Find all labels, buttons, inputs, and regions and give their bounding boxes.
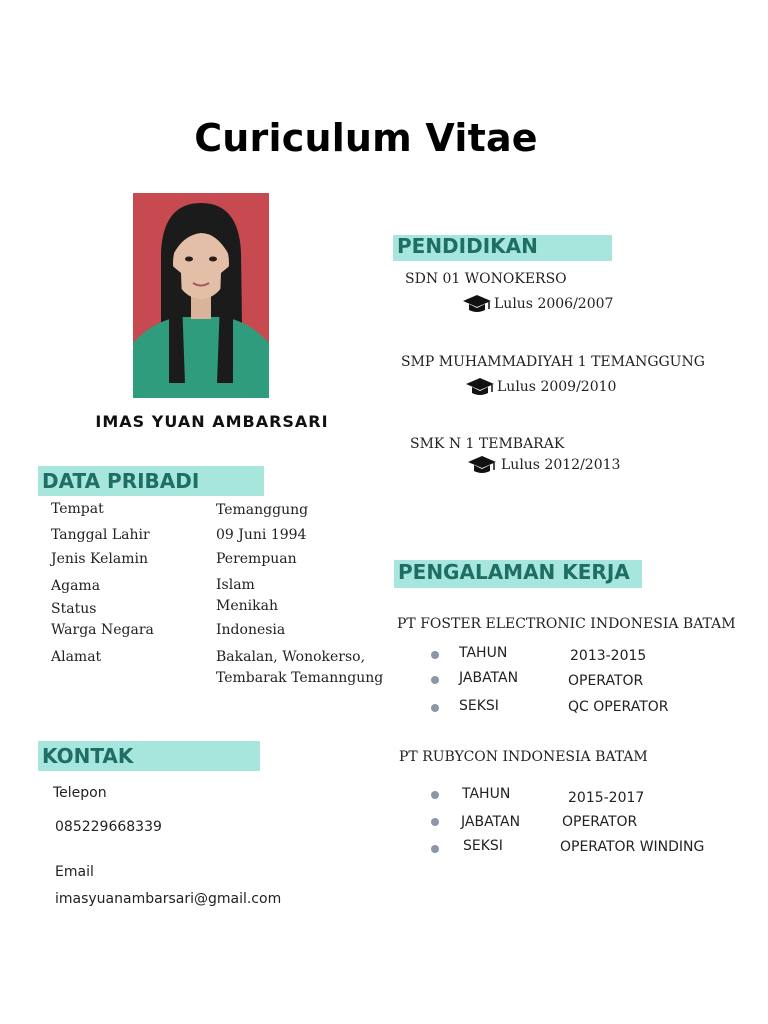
email-address: imasyuanambarsari@gmail.com [55, 891, 282, 907]
bullet-dot [431, 676, 439, 684]
company-name: PT RUBYCON INDONESIA BATAM [399, 749, 648, 765]
job-label-seksi: SEKSI [459, 698, 499, 714]
graduation-cap-icon [467, 454, 497, 476]
job-label-jabatan: JABATAN [461, 814, 521, 830]
section-heading-pendidikan: PENDIDIKAN [393, 235, 612, 261]
graduation-cap-icon [465, 376, 495, 398]
label-status: Status [51, 601, 97, 617]
job-value-seksi: OPERATOR WINDING [560, 839, 705, 855]
label-email: Email [55, 864, 94, 880]
bullet-dot [431, 704, 439, 712]
job-label-tahun: TAHUN [459, 645, 508, 661]
job-value-tahun: 2013-2015 [570, 648, 647, 664]
label-warga-negara: Warga Negara [51, 622, 154, 638]
portrait-image [133, 193, 269, 398]
label-alamat: Alamat [51, 649, 102, 665]
phone-number: 085229668339 [55, 819, 162, 835]
label-telepon: Telepon [53, 785, 107, 801]
graduation-year: Lulus 2012/2013 [501, 457, 621, 473]
job-value-jabatan: OPERATOR [562, 814, 638, 830]
section-heading-data-pribadi: DATA PRIBADI [38, 466, 264, 496]
bullet-dot [431, 791, 439, 799]
company-name: PT FOSTER ELECTRONIC INDONESIA BATAM [397, 616, 736, 632]
section-heading-pengalaman-kerja: PENGALAMAN KERJA [394, 560, 642, 588]
job-label-tahun: TAHUN [462, 786, 511, 802]
job-label-seksi: SEKSI [463, 838, 503, 854]
label-tempat: Tempat [51, 501, 104, 517]
value-status: Menikah [216, 598, 278, 614]
value-agama: Islam [216, 577, 255, 593]
value-tanggal-lahir: 09 Juni 1994 [216, 527, 307, 543]
school-name: SDN 01 WONOKERSO [405, 271, 567, 287]
school-name: SMP MUHAMMADIYAH 1 TEMANGGUNG [401, 354, 705, 370]
value-jenis-kelamin: Perempuan [216, 551, 297, 567]
bullet-dot [431, 845, 439, 853]
graduation-cap-icon [462, 293, 492, 315]
label-agama: Agama [51, 578, 101, 594]
value-warga-negara: Indonesia [216, 622, 286, 638]
job-value-jabatan: OPERATOR [568, 673, 644, 689]
bullet-dot [431, 818, 439, 826]
graduation-year: Lulus 2009/2010 [497, 379, 617, 395]
value-tempat: Temanggung [216, 502, 309, 518]
graduation-year: Lulus 2006/2007 [494, 296, 614, 312]
page-title: Curiculum Vitae [194, 116, 538, 160]
section-heading-kontak: KONTAK [38, 741, 260, 771]
full-name: IMAS YUAN AMBARSARI [95, 412, 329, 431]
label-jenis-kelamin: Jenis Kelamin [51, 551, 148, 567]
job-label-jabatan: JABATAN [459, 670, 519, 686]
value-alamat-line1: Bakalan, Wonokerso, [216, 649, 366, 665]
label-tanggal-lahir: Tanggal Lahir [51, 527, 150, 543]
value-alamat-line2: Tembarak Temanngung [216, 670, 384, 686]
job-value-tahun: 2015-2017 [568, 790, 645, 806]
profile-photo [133, 193, 269, 398]
bullet-dot [431, 651, 439, 659]
school-name: SMK N 1 TEMBARAK [410, 436, 565, 452]
job-value-seksi: QC OPERATOR [568, 699, 669, 715]
